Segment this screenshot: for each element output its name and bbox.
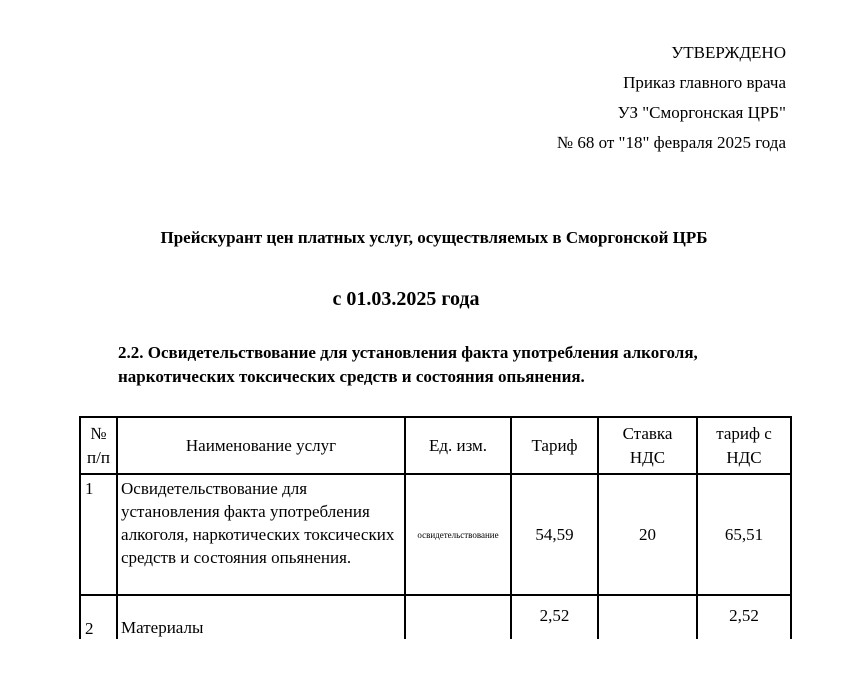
- header-tariff: Тариф: [511, 417, 598, 474]
- row-tariff: 54,59: [511, 474, 598, 595]
- row-num: 2: [80, 595, 117, 639]
- header-tariff-vat: [697, 417, 791, 474]
- row-tariff-vat: 65,51: [697, 474, 791, 595]
- approval-institution: УЗ "Сморгонская ЦРБ": [617, 103, 786, 122]
- row-service-name: Освидетельствование для установления факта употребления алкоголя, наркотических токсических средств и состояния опьянения.: [117, 474, 405, 595]
- approval-number-date: № 68 от "18" февраля 2025 года: [556, 133, 786, 152]
- document-title: [0, 228, 856, 248]
- header-unit: Ед. изм.: [405, 417, 511, 474]
- section-heading-line2: наркотических токсических средств и состояния опьянения.: [118, 367, 585, 386]
- row-unit: освидетельствование: [405, 474, 511, 595]
- approval-order: Приказ главного врача: [623, 73, 786, 92]
- header-num-line1: №: [90, 423, 107, 443]
- section-heading-line1: 2.2. Освидетельствование для установления факта употребления алкоголя,: [118, 343, 698, 362]
- row-tariff-vat: 2,52: [697, 595, 791, 639]
- effective-date: с 01.03.2025 года: [332, 288, 480, 310]
- row-vat: 20: [598, 474, 697, 595]
- header-name: Наименование услуг: [117, 417, 405, 474]
- row-num: 1: [80, 474, 117, 595]
- row-tariff: 2,52: [511, 595, 598, 639]
- table-row: [80, 474, 791, 595]
- header-vat: [598, 417, 697, 474]
- price-table: [79, 416, 792, 639]
- section-heading: [118, 341, 798, 389]
- row-service-name: Материалы: [117, 595, 405, 639]
- header-num-line2: п/п: [87, 447, 110, 467]
- table-row: [80, 595, 791, 639]
- document-title-text: Прейскурант цен платных услуг, осуществляемых в Сморгонской ЦРБ: [160, 228, 708, 247]
- table-header-row: [80, 417, 791, 474]
- header-vat-line1: Ставка: [622, 423, 673, 443]
- approval-heading: УТВЕРЖДЕНО: [671, 43, 786, 62]
- row-unit: [405, 595, 511, 639]
- approval-block: [557, 38, 786, 158]
- header-num: [80, 417, 117, 474]
- header-vat-line2: НДС: [629, 447, 666, 467]
- row-vat: [598, 595, 697, 639]
- header-tariff-vat-line1: тариф с: [716, 423, 772, 443]
- header-tariff-vat-line2: НДС: [726, 447, 762, 467]
